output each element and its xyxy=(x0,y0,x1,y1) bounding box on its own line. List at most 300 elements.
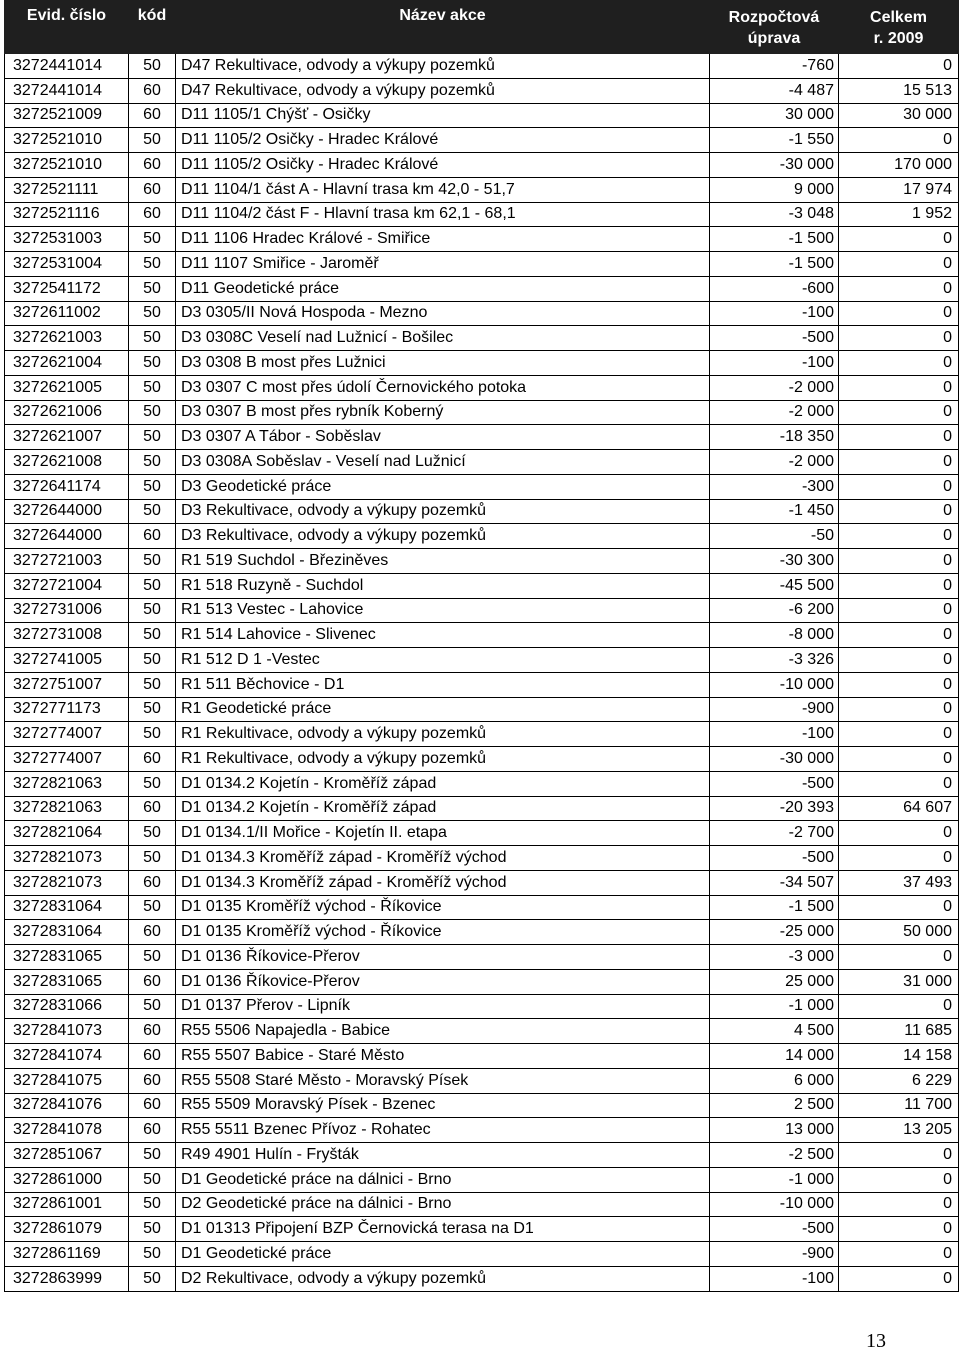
cell-rozpoctova-uprava: -2 000 xyxy=(710,450,839,475)
header-row xyxy=(5,1,959,54)
cell-kod: 50 xyxy=(129,846,176,871)
cell-celkem: 0 xyxy=(839,697,959,722)
cell-rozpoctova-uprava: -25 000 xyxy=(710,920,839,945)
cell-evid-cislo: 3272721003 xyxy=(5,549,129,574)
table-row xyxy=(5,821,959,846)
cell-rozpoctova-uprava: -30 000 xyxy=(710,153,839,178)
cell-celkem: 0 xyxy=(839,425,959,450)
cell-evid-cislo: 3272541172 xyxy=(5,276,129,301)
cell-kod: 50 xyxy=(129,1217,176,1242)
cell-celkem: 37 493 xyxy=(839,870,959,895)
cell-rozpoctova-uprava: 30 000 xyxy=(710,103,839,128)
cell-rozpoctova-uprava: -500 xyxy=(710,326,839,351)
cell-nazev-akce: D2 Rekultivace, odvody a výkupy pozemků xyxy=(176,1266,710,1291)
cell-celkem: 0 xyxy=(839,474,959,499)
cell-rozpoctova-uprava: -8 000 xyxy=(710,623,839,648)
cell-rozpoctova-uprava: -34 507 xyxy=(710,870,839,895)
cell-nazev-akce: D3 Geodetické práce xyxy=(176,474,710,499)
cell-evid-cislo: 3272861079 xyxy=(5,1217,129,1242)
cell-evid-cislo: 3272521009 xyxy=(5,103,129,128)
cell-rozpoctova-uprava: -30 000 xyxy=(710,747,839,772)
cell-rozpoctova-uprava: 13 000 xyxy=(710,1118,839,1143)
cell-kod: 60 xyxy=(129,202,176,227)
cell-nazev-akce: D3 0308C Veselí nad Lužnicí - Bošilec xyxy=(176,326,710,351)
cell-kod: 60 xyxy=(129,870,176,895)
cell-rozpoctova-uprava: -50 xyxy=(710,524,839,549)
table-row xyxy=(5,895,959,920)
cell-celkem: 0 xyxy=(839,771,959,796)
cell-evid-cislo: 3272621008 xyxy=(5,450,129,475)
cell-rozpoctova-uprava: 14 000 xyxy=(710,1044,839,1069)
cell-rozpoctova-uprava: 2 500 xyxy=(710,1093,839,1118)
table-row xyxy=(5,78,959,103)
table-row xyxy=(5,1192,959,1217)
header-rozpoctova-uprava-line2: úprava xyxy=(747,30,801,47)
cell-celkem: 50 000 xyxy=(839,920,959,945)
table-row xyxy=(5,697,959,722)
cell-nazev-akce: D1 0134.1/II Mořice - Kojetín II. etapa xyxy=(176,821,710,846)
cell-nazev-akce: D1 Geodetické práce xyxy=(176,1242,710,1267)
cell-celkem: 15 513 xyxy=(839,78,959,103)
cell-nazev-akce: D3 0308A Soběslav - Veselí nad Lužnicí xyxy=(176,450,710,475)
cell-nazev-akce: D1 0137 Přerov - Lipník xyxy=(176,994,710,1019)
cell-evid-cislo: 3272841075 xyxy=(5,1068,129,1093)
cell-rozpoctova-uprava: -100 xyxy=(710,351,839,376)
cell-rozpoctova-uprava: 25 000 xyxy=(710,969,839,994)
cell-celkem: 0 xyxy=(839,648,959,673)
cell-celkem: 0 xyxy=(839,450,959,475)
cell-kod: 50 xyxy=(129,648,176,673)
cell-evid-cislo: 3272851067 xyxy=(5,1143,129,1168)
table-row xyxy=(5,1143,959,1168)
table-row xyxy=(5,326,959,351)
cell-nazev-akce: D1 0135 Kroměříž východ - Říkovice xyxy=(176,920,710,945)
cell-rozpoctova-uprava: -1 500 xyxy=(710,895,839,920)
cell-kod: 50 xyxy=(129,672,176,697)
cell-nazev-akce: D11 1107 Smiřice - Jaroměř xyxy=(176,252,710,277)
cell-nazev-akce: R1 511 Běchovice - D1 xyxy=(176,672,710,697)
cell-kod: 50 xyxy=(129,400,176,425)
cell-rozpoctova-uprava: -760 xyxy=(710,54,839,79)
cell-celkem: 0 xyxy=(839,747,959,772)
cell-nazev-akce: R55 5507 Babice - Staré Město xyxy=(176,1044,710,1069)
header-nazev-akce: Název akce xyxy=(176,1,710,54)
table-row xyxy=(5,598,959,623)
cell-celkem: 0 xyxy=(839,400,959,425)
cell-evid-cislo: 3272441014 xyxy=(5,54,129,79)
cell-rozpoctova-uprava: -1 550 xyxy=(710,128,839,153)
table-row xyxy=(5,1093,959,1118)
cell-kod: 60 xyxy=(129,1019,176,1044)
table-row xyxy=(5,1044,959,1069)
cell-nazev-akce: D1 Geodetické práce na dálnici - Brno xyxy=(176,1167,710,1192)
cell-nazev-akce: D3 0307 A Tábor - Soběslav xyxy=(176,425,710,450)
table-row xyxy=(5,969,959,994)
cell-celkem: 0 xyxy=(839,1266,959,1291)
cell-rozpoctova-uprava: -1 000 xyxy=(710,994,839,1019)
cell-rozpoctova-uprava: -10 000 xyxy=(710,672,839,697)
cell-nazev-akce: D1 0136 Říkovice-Přerov xyxy=(176,945,710,970)
cell-kod: 50 xyxy=(129,895,176,920)
cell-nazev-akce: R1 519 Suchdol - Březiněves xyxy=(176,549,710,574)
cell-rozpoctova-uprava: 9 000 xyxy=(710,177,839,202)
table-row xyxy=(5,722,959,747)
cell-celkem: 17 974 xyxy=(839,177,959,202)
cell-rozpoctova-uprava: -20 393 xyxy=(710,796,839,821)
table-row xyxy=(5,1068,959,1093)
cell-celkem: 14 158 xyxy=(839,1044,959,1069)
cell-rozpoctova-uprava: -100 xyxy=(710,1266,839,1291)
header-celkem xyxy=(839,1,959,54)
cell-kod: 50 xyxy=(129,276,176,301)
cell-evid-cislo: 3272831064 xyxy=(5,895,129,920)
cell-rozpoctova-uprava: -2 700 xyxy=(710,821,839,846)
cell-celkem: 0 xyxy=(839,821,959,846)
cell-celkem: 0 xyxy=(839,227,959,252)
cell-evid-cislo: 3272611002 xyxy=(5,301,129,326)
cell-kod: 60 xyxy=(129,920,176,945)
cell-evid-cislo: 3272731006 xyxy=(5,598,129,623)
cell-nazev-akce: D1 0135 Kroměříž východ - Říkovice xyxy=(176,895,710,920)
cell-rozpoctova-uprava: 4 500 xyxy=(710,1019,839,1044)
header-evid-cislo: Evid. číslo xyxy=(5,1,129,54)
cell-celkem: 30 000 xyxy=(839,103,959,128)
cell-kod: 60 xyxy=(129,153,176,178)
cell-evid-cislo: 3272621004 xyxy=(5,351,129,376)
cell-celkem: 11 685 xyxy=(839,1019,959,1044)
cell-celkem: 0 xyxy=(839,895,959,920)
cell-rozpoctova-uprava: -1 500 xyxy=(710,227,839,252)
cell-kod: 50 xyxy=(129,1143,176,1168)
cell-evid-cislo: 3272821073 xyxy=(5,870,129,895)
cell-evid-cislo: 3272821064 xyxy=(5,821,129,846)
cell-rozpoctova-uprava: -500 xyxy=(710,1217,839,1242)
cell-kod: 60 xyxy=(129,747,176,772)
cell-kod: 60 xyxy=(129,1068,176,1093)
cell-rozpoctova-uprava: -500 xyxy=(710,771,839,796)
cell-evid-cislo: 3272721004 xyxy=(5,573,129,598)
cell-evid-cislo: 3272751007 xyxy=(5,672,129,697)
cell-kod: 50 xyxy=(129,1192,176,1217)
cell-nazev-akce: D11 1106 Hradec Králové - Smiřice xyxy=(176,227,710,252)
cell-evid-cislo: 3272621007 xyxy=(5,425,129,450)
cell-rozpoctova-uprava: -2 000 xyxy=(710,375,839,400)
cell-kod: 50 xyxy=(129,450,176,475)
cell-nazev-akce: R1 Rekultivace, odvody a výkupy pozemků xyxy=(176,747,710,772)
cell-celkem: 0 xyxy=(839,524,959,549)
cell-kod: 50 xyxy=(129,549,176,574)
cell-nazev-akce: D2 Geodetické práce na dálnici - Brno xyxy=(176,1192,710,1217)
table-row xyxy=(5,846,959,871)
cell-celkem: 0 xyxy=(839,301,959,326)
cell-celkem: 0 xyxy=(839,945,959,970)
table-row xyxy=(5,425,959,450)
cell-celkem: 0 xyxy=(839,994,959,1019)
cell-nazev-akce: D11 1105/2 Osičky - Hradec Králové xyxy=(176,128,710,153)
cell-celkem: 170 000 xyxy=(839,153,959,178)
cell-rozpoctova-uprava: -100 xyxy=(710,722,839,747)
cell-kod: 50 xyxy=(129,623,176,648)
cell-nazev-akce: D11 1105/2 Osičky - Hradec Králové xyxy=(176,153,710,178)
cell-celkem: 0 xyxy=(839,549,959,574)
cell-evid-cislo: 3272521116 xyxy=(5,202,129,227)
table-row xyxy=(5,400,959,425)
table-row xyxy=(5,450,959,475)
cell-nazev-akce: D1 0134.3 Kroměříž západ - Kroměříž východ xyxy=(176,846,710,871)
cell-celkem: 0 xyxy=(839,1143,959,1168)
cell-nazev-akce: R55 5509 Moravský Písek - Bzenec xyxy=(176,1093,710,1118)
cell-celkem: 1 952 xyxy=(839,202,959,227)
table-row xyxy=(5,1266,959,1291)
cell-kod: 50 xyxy=(129,1242,176,1267)
cell-evid-cislo: 3272771173 xyxy=(5,697,129,722)
table-row xyxy=(5,375,959,400)
cell-kod: 50 xyxy=(129,499,176,524)
cell-evid-cislo: 3272774007 xyxy=(5,747,129,772)
table-row xyxy=(5,945,959,970)
cell-kod: 60 xyxy=(129,1093,176,1118)
cell-evid-cislo: 3272841078 xyxy=(5,1118,129,1143)
cell-nazev-akce: D3 0308 B most přes Lužnici xyxy=(176,351,710,376)
table-row xyxy=(5,1242,959,1267)
cell-celkem: 0 xyxy=(839,846,959,871)
cell-evid-cislo: 3272621005 xyxy=(5,375,129,400)
cell-rozpoctova-uprava: -1 450 xyxy=(710,499,839,524)
table-row xyxy=(5,573,959,598)
cell-celkem: 13 205 xyxy=(839,1118,959,1143)
cell-evid-cislo: 3272521010 xyxy=(5,128,129,153)
cell-kod: 50 xyxy=(129,425,176,450)
cell-rozpoctova-uprava: -2 000 xyxy=(710,400,839,425)
table-row xyxy=(5,1118,959,1143)
table-row xyxy=(5,177,959,202)
cell-celkem: 0 xyxy=(839,722,959,747)
cell-nazev-akce: R1 514 Lahovice - Slivenec xyxy=(176,623,710,648)
table-row xyxy=(5,351,959,376)
cell-nazev-akce: R1 Rekultivace, odvody a výkupy pozemků xyxy=(176,722,710,747)
cell-nazev-akce: R1 518 Ruzyně - Suchdol xyxy=(176,573,710,598)
cell-kod: 50 xyxy=(129,697,176,722)
cell-celkem: 0 xyxy=(839,351,959,376)
cell-nazev-akce: D3 0307 B most přes rybník Koberný xyxy=(176,400,710,425)
cell-nazev-akce: D11 1105/1 Chýšť - Osičky xyxy=(176,103,710,128)
cell-rozpoctova-uprava: -900 xyxy=(710,697,839,722)
cell-celkem: 11 700 xyxy=(839,1093,959,1118)
cell-evid-cislo: 3272441014 xyxy=(5,78,129,103)
cell-kod: 60 xyxy=(129,796,176,821)
cell-celkem: 0 xyxy=(839,499,959,524)
cell-celkem: 0 xyxy=(839,1242,959,1267)
cell-kod: 50 xyxy=(129,1266,176,1291)
header-celkem-line2: r. 2009 xyxy=(873,30,924,47)
cell-nazev-akce: D3 0305/II Nová Hospoda - Mezno xyxy=(176,301,710,326)
cell-celkem: 0 xyxy=(839,1167,959,1192)
cell-evid-cislo: 3272531004 xyxy=(5,252,129,277)
table-row xyxy=(5,796,959,821)
cell-rozpoctova-uprava: -600 xyxy=(710,276,839,301)
cell-evid-cislo: 3272644000 xyxy=(5,499,129,524)
cell-rozpoctova-uprava: -100 xyxy=(710,301,839,326)
cell-rozpoctova-uprava: -2 500 xyxy=(710,1143,839,1168)
cell-evid-cislo: 3272641174 xyxy=(5,474,129,499)
table-row xyxy=(5,623,959,648)
cell-rozpoctova-uprava: -3 326 xyxy=(710,648,839,673)
cell-celkem: 0 xyxy=(839,573,959,598)
table-row xyxy=(5,227,959,252)
cell-nazev-akce: R1 513 Vestec - Lahovice xyxy=(176,598,710,623)
cell-nazev-akce: D11 1104/2 část F - Hlavní trasa km 62,1 - 68,1 xyxy=(176,202,710,227)
table-body xyxy=(5,54,959,1292)
table-row xyxy=(5,524,959,549)
cell-evid-cislo: 3272774007 xyxy=(5,722,129,747)
cell-evid-cislo: 3272831066 xyxy=(5,994,129,1019)
cell-evid-cislo: 3272831065 xyxy=(5,945,129,970)
table-row xyxy=(5,301,959,326)
cell-kod: 50 xyxy=(129,771,176,796)
cell-rozpoctova-uprava: -1 500 xyxy=(710,252,839,277)
cell-celkem: 0 xyxy=(839,598,959,623)
cell-kod: 50 xyxy=(129,375,176,400)
cell-evid-cislo: 3272831064 xyxy=(5,920,129,945)
cell-nazev-akce: R55 5511 Bzenec Přívoz - Rohatec xyxy=(176,1118,710,1143)
cell-kod: 50 xyxy=(129,351,176,376)
cell-kod: 50 xyxy=(129,945,176,970)
cell-celkem: 0 xyxy=(839,326,959,351)
table-row xyxy=(5,549,959,574)
cell-kod: 60 xyxy=(129,78,176,103)
cell-evid-cislo: 3272521111 xyxy=(5,177,129,202)
cell-evid-cislo: 3272644000 xyxy=(5,524,129,549)
cell-nazev-akce: D3 0307 C most přes údolí Černovického potoka xyxy=(176,375,710,400)
cell-nazev-akce: D47 Rekultivace, odvody a výkupy pozemků xyxy=(176,78,710,103)
cell-nazev-akce: D1 0134.2 Kojetín - Kroměříž západ xyxy=(176,771,710,796)
cell-evid-cislo: 3272831065 xyxy=(5,969,129,994)
table-row xyxy=(5,499,959,524)
cell-kod: 50 xyxy=(129,821,176,846)
table-row xyxy=(5,276,959,301)
cell-nazev-akce: D1 0134.2 Kojetín - Kroměříž západ xyxy=(176,796,710,821)
cell-celkem: 31 000 xyxy=(839,969,959,994)
cell-kod: 50 xyxy=(129,598,176,623)
table-row xyxy=(5,771,959,796)
cell-evid-cislo: 3272863999 xyxy=(5,1266,129,1291)
table-row xyxy=(5,1167,959,1192)
cell-kod: 50 xyxy=(129,252,176,277)
cell-evid-cislo: 3272741005 xyxy=(5,648,129,673)
cell-kod: 50 xyxy=(129,1167,176,1192)
cell-kod: 50 xyxy=(129,326,176,351)
cell-evid-cislo: 3272841074 xyxy=(5,1044,129,1069)
cell-celkem: 0 xyxy=(839,252,959,277)
cell-celkem: 0 xyxy=(839,375,959,400)
cell-rozpoctova-uprava: -45 500 xyxy=(710,573,839,598)
table-row xyxy=(5,202,959,227)
cell-kod: 60 xyxy=(129,177,176,202)
table-row xyxy=(5,474,959,499)
header-kod: kód xyxy=(129,1,176,54)
cell-celkem: 0 xyxy=(839,623,959,648)
table-header xyxy=(5,1,959,54)
cell-nazev-akce: D11 1104/1 část A - Hlavní trasa km 42,0 - 51,7 xyxy=(176,177,710,202)
cell-nazev-akce: D11 Geodetické práce xyxy=(176,276,710,301)
cell-nazev-akce: D47 Rekultivace, odvody a výkupy pozemků xyxy=(176,54,710,79)
cell-rozpoctova-uprava: -300 xyxy=(710,474,839,499)
cell-nazev-akce: R49 4901 Hulín - Fryšták xyxy=(176,1143,710,1168)
header-rozpoctova-uprava xyxy=(710,1,839,54)
budget-table xyxy=(4,0,959,1292)
cell-kod: 50 xyxy=(129,128,176,153)
cell-evid-cislo: 3272821063 xyxy=(5,771,129,796)
cell-nazev-akce: D1 0136 Říkovice-Přerov xyxy=(176,969,710,994)
cell-rozpoctova-uprava: -1 000 xyxy=(710,1167,839,1192)
cell-evid-cislo: 3272841073 xyxy=(5,1019,129,1044)
cell-kod: 50 xyxy=(129,722,176,747)
cell-celkem: 0 xyxy=(839,1217,959,1242)
cell-evid-cislo: 3272821063 xyxy=(5,796,129,821)
cell-rozpoctova-uprava: -3 000 xyxy=(710,945,839,970)
cell-rozpoctova-uprava: -3 048 xyxy=(710,202,839,227)
cell-kod: 50 xyxy=(129,227,176,252)
table-row xyxy=(5,54,959,79)
cell-evid-cislo: 3272861001 xyxy=(5,1192,129,1217)
cell-kod: 50 xyxy=(129,301,176,326)
table-row xyxy=(5,648,959,673)
cell-kod: 60 xyxy=(129,969,176,994)
table-row xyxy=(5,153,959,178)
cell-nazev-akce: D3 Rekultivace, odvody a výkupy pozemků xyxy=(176,524,710,549)
cell-nazev-akce: R1 512 D 1 -Vestec xyxy=(176,648,710,673)
cell-evid-cislo: 3272861169 xyxy=(5,1242,129,1267)
cell-evid-cislo: 3272531003 xyxy=(5,227,129,252)
cell-kod: 60 xyxy=(129,103,176,128)
table-row xyxy=(5,747,959,772)
cell-evid-cislo: 3272621003 xyxy=(5,326,129,351)
table-row xyxy=(5,920,959,945)
cell-evid-cislo: 3272621006 xyxy=(5,400,129,425)
table-row xyxy=(5,870,959,895)
cell-celkem: 0 xyxy=(839,128,959,153)
cell-celkem: 0 xyxy=(839,276,959,301)
cell-kod: 60 xyxy=(129,1044,176,1069)
table-row xyxy=(5,128,959,153)
cell-nazev-akce: D1 0134.3 Kroměříž západ - Kroměříž východ xyxy=(176,870,710,895)
cell-kod: 50 xyxy=(129,573,176,598)
cell-nazev-akce: R55 5508 Staré Město - Moravský Písek xyxy=(176,1068,710,1093)
cell-rozpoctova-uprava: 6 000 xyxy=(710,1068,839,1093)
cell-kod: 60 xyxy=(129,524,176,549)
cell-celkem: 0 xyxy=(839,1192,959,1217)
cell-kod: 50 xyxy=(129,474,176,499)
cell-rozpoctova-uprava: -900 xyxy=(710,1242,839,1267)
cell-evid-cislo: 3272731008 xyxy=(5,623,129,648)
cell-evid-cislo: 3272861000 xyxy=(5,1167,129,1192)
cell-rozpoctova-uprava: -10 000 xyxy=(710,1192,839,1217)
cell-kod: 60 xyxy=(129,1118,176,1143)
cell-rozpoctova-uprava: -18 350 xyxy=(710,425,839,450)
table-row xyxy=(5,672,959,697)
cell-nazev-akce: R1 Geodetické práce xyxy=(176,697,710,722)
cell-evid-cislo: 3272841076 xyxy=(5,1093,129,1118)
cell-rozpoctova-uprava: -30 300 xyxy=(710,549,839,574)
cell-rozpoctova-uprava: -4 487 xyxy=(710,78,839,103)
cell-evid-cislo: 3272821073 xyxy=(5,846,129,871)
header-rozpoctova-uprava-line1: Rozpočtová xyxy=(728,9,820,26)
table-row xyxy=(5,252,959,277)
cell-nazev-akce: D1 01313 Připojení BZP Černovická terasa na D1 xyxy=(176,1217,710,1242)
cell-nazev-akce: D3 Rekultivace, odvody a výkupy pozemků xyxy=(176,499,710,524)
cell-nazev-akce: R55 5506 Napajedla - Babice xyxy=(176,1019,710,1044)
cell-rozpoctova-uprava: -6 200 xyxy=(710,598,839,623)
